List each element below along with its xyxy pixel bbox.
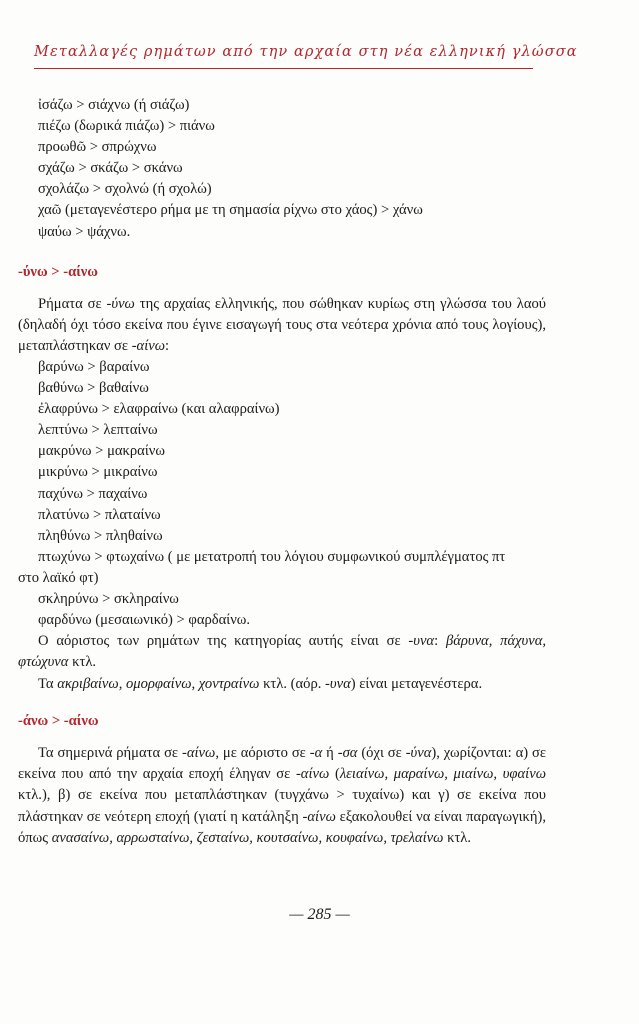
italic-span: -αίνω <box>181 745 216 761</box>
verb-list-1 <box>38 95 423 243</box>
text-span: Τα <box>38 676 58 692</box>
list-continuation <box>18 568 546 631</box>
paragraph-aorist <box>18 631 546 673</box>
continuation-line: στο λαϊκό φτ) <box>18 570 99 586</box>
italic-span: -σα <box>337 745 358 761</box>
list-item: ἐλαφρύνω > ελαφραίνω (και αλαφραίνω) <box>38 401 280 418</box>
italic-span: υνα <box>329 676 351 692</box>
verb-list-2 <box>38 357 505 568</box>
text-span: (όχι σε <box>357 745 406 761</box>
text-span: ή <box>322 745 338 761</box>
paragraph-modern-verbs <box>18 743 546 849</box>
list-item: πτωχύνω > φτωχαίνω ( με μετατροπή του λόγιου συμφωνικού συμπλέγματος πτ <box>38 548 506 565</box>
section-heading-ano: -άνω > -αίνω <box>18 713 99 729</box>
italic-span: -ύνω <box>106 296 135 312</box>
list-item: φαρδύνω (μεσαιωνικό) > φαρδαίνω. <box>38 612 251 629</box>
text-span: , με αόριστο σε <box>215 745 310 761</box>
list-item: βαθύνω > βαθαίνω <box>38 380 149 397</box>
text-span: Τα σημερινά ρήματα σε <box>38 745 182 761</box>
list-item: ψαύω > ψάχνω. <box>38 223 131 240</box>
italic-span: βάρυνα, πάχυνα, φτώχυνα <box>18 633 547 671</box>
text-span: ( <box>329 766 340 783</box>
italic-span: -ύνα <box>405 745 432 761</box>
italic-span: ανασαίνω, αρρωσταίνω, ζεσταίνω, κουτσαίνω, κουφαίνω, τρελαίνω <box>51 829 444 846</box>
text-span: Ρήματα σε <box>38 296 107 312</box>
text-span: κτλ. (αόρ. - <box>259 676 330 692</box>
list-item: σχολάζω > σχολνώ (ή σχολώ) <box>38 181 212 198</box>
list-item: πιέζω (δωρικά πιάζω) > πιάνω <box>38 118 215 135</box>
text-span: κτλ. <box>68 654 97 671</box>
italic-span: υνα <box>413 633 435 649</box>
italic-span: -αίνω <box>295 766 330 783</box>
list-item: πληθύνω > πληθαίνω <box>38 527 163 544</box>
list-item: χαῶ (μεταγενέστερο ρήμα με τη σημασία ρίχνω στο χάος) > χάνω <box>38 202 423 219</box>
text-span: ) είναι μεταγενέστερα. <box>350 676 483 692</box>
italic-span: -αίνω <box>302 808 336 825</box>
list-item: παχύνω > παχαίνω <box>38 485 148 502</box>
text-span: Ο αόριστος των ρημάτων της κατηγορίας αυτής είναι σε - <box>38 633 414 649</box>
header-rule <box>34 68 533 69</box>
list-item: πλατύνω > πλαταίνω <box>38 506 161 523</box>
text-span: ), χωρίζονται: α) σε εκείνα που από την αρχαία εποχή έληγαν σε <box>18 745 546 783</box>
text-span: κτλ.), β) σε εκείνα που μεταπλάστηκαν (τυγχάνω > τυχαίνω) και γ) σε εκείνα που πλάστηκαν σε νεότερη εποχή (γιατί η κατάληξη <box>18 787 546 825</box>
list-item: ἰσάζω > σιάχνω (ή σιάζω) <box>38 97 190 113</box>
text-span: κτλ. <box>443 829 472 846</box>
text-span: εξακολουθεί να είναι παραγωγική), όπως <box>18 808 546 846</box>
italic-span: -αίνω <box>131 338 166 355</box>
page-number: — 285 — <box>289 906 350 923</box>
section-heading-yno: -ύνω > -αίνω <box>18 264 98 280</box>
italic-span: ακριβαίνω, ομορφαίνω, χοντραίνω <box>57 676 260 692</box>
running-header: Μεταλλαγές ρημάτων από την αρχαία στη νέα ελληνική γλώσσα <box>34 44 578 60</box>
list-item: λεπτύνω > λεπταίνω <box>38 422 158 439</box>
list-item: βαρύνω > βαραίνω <box>38 359 150 375</box>
list-item: μικρύνω > μικραίνω <box>38 464 158 481</box>
list-item: σχάζω > σκάζω > σκάνω <box>38 160 183 177</box>
text-span: : <box>165 338 170 355</box>
list-item: μακρύνω > μακραίνω <box>38 443 165 460</box>
italic-span: λειαίνω, μαραίνω, μιαίνω, υφαίνω <box>339 766 546 783</box>
list-item: σκληρύνω > σκληραίνω <box>38 591 179 608</box>
paragraph-later-verbs <box>18 674 546 695</box>
list-item: προωθῶ > σπρώχνω <box>38 139 157 156</box>
text-span: : <box>434 633 446 649</box>
italic-span: -α <box>309 745 323 761</box>
paragraph-intro <box>18 294 546 358</box>
text-span: της αρχαίας ελληνικής, που σώθηκαν κυρίως στη γλώσσα του λαού (δηλαδή όχι τόσο εκείνα που έγινε εισαγωγή τους στα νεότερα χρόνια από τους λογίους), μεταπλάστηκαν σε <box>18 296 546 355</box>
